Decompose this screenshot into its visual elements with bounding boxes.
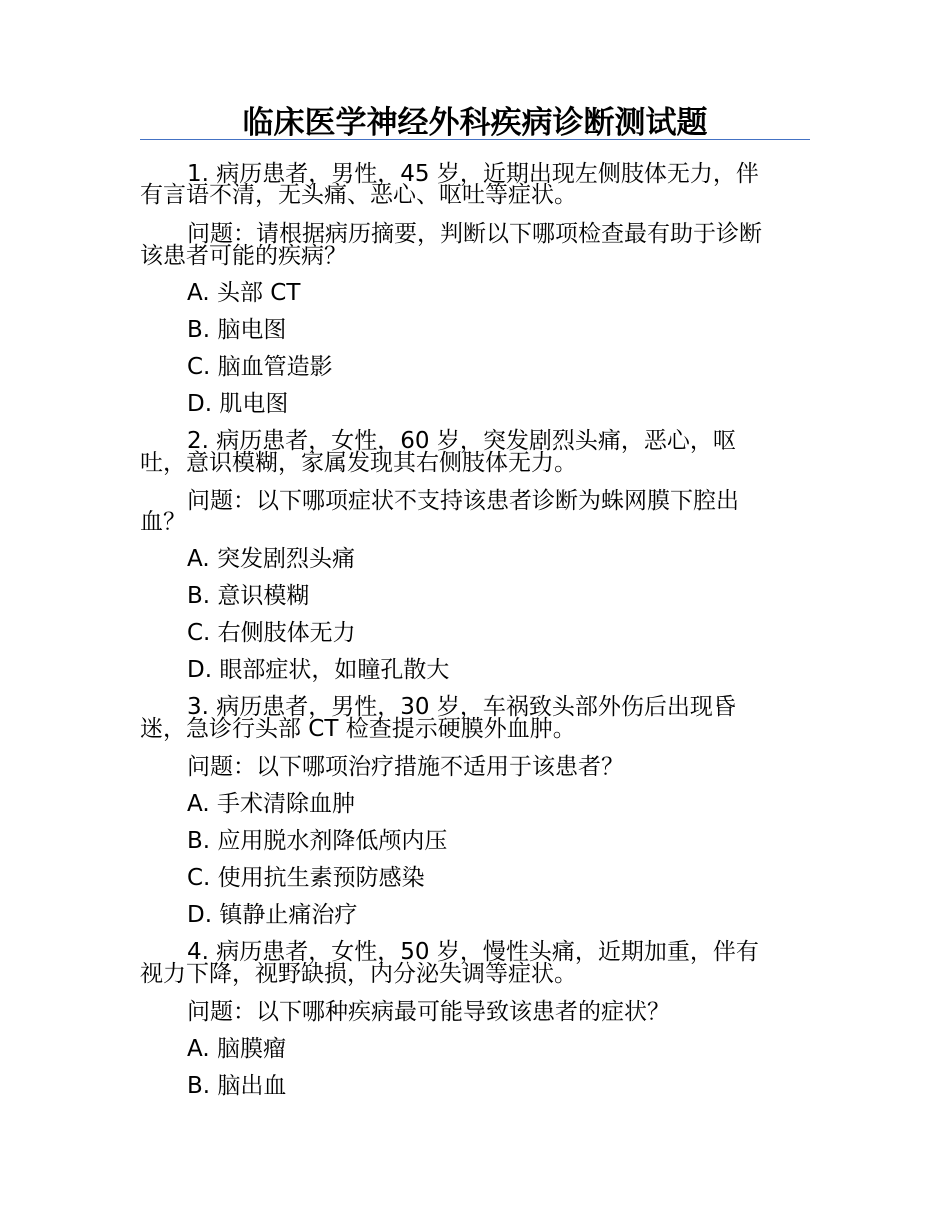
question-4-option-b: B. 脑出血: [187, 1073, 287, 1099]
question-3-prompt: 问题：以下哪项治疗措施不适用于该患者？: [187, 754, 624, 780]
question-2-option-a: A. 突发剧烈头痛: [187, 546, 355, 572]
question-2-stem-line-1: 2. 病历患者，女性，60 岁，突发剧烈头痛，恶心，呕: [187, 428, 736, 454]
question-1-stem-line-1: 1. 病历患者，男性，45 岁，近期出现左侧肢体无力，伴: [187, 161, 759, 187]
title-underline: [140, 139, 810, 140]
question-1-stem-line-2: 有言语不清，无头痛、恶心、呕吐等症状。: [140, 182, 577, 208]
question-1-prompt-line-1: 问题：请根据病历摘要，判断以下哪项检查最有助于诊断: [187, 221, 762, 247]
question-2-option-b: B. 意识模糊: [187, 583, 310, 609]
question-4-stem-line-1: 4. 病历患者，女性，50 岁，慢性头痛，近期加重，伴有: [187, 939, 759, 965]
question-3-stem-line-1: 3. 病历患者，男性，30 岁，车祸致头部外伤后出现昏: [187, 694, 736, 720]
question-4-prompt: 问题：以下哪种疾病最可能导致该患者的症状？: [187, 999, 670, 1025]
question-4-stem-line-2: 视力下降，视野缺损，内分泌失调等症状。: [140, 961, 577, 987]
question-2-prompt-line-2: 血？: [140, 509, 186, 535]
question-3-option-b: B. 应用脱水剂降低颅内压: [187, 828, 448, 854]
question-3-option-d: D. 镇静止痛治疗: [187, 902, 358, 928]
question-1-option-a: A. 头部 CT: [187, 280, 301, 306]
question-2-option-c: C. 右侧肢体无力: [187, 620, 356, 646]
question-1-prompt-line-2: 该患者可能的疾病？: [140, 243, 347, 269]
question-2-prompt-line-1: 问题：以下哪项症状不支持该患者诊断为蛛网膜下腔出: [187, 488, 739, 514]
document-title: 临床医学神经外科疾病诊断测试题: [242, 105, 708, 141]
question-2-option-d: D. 眼部症状，如瞳孔散大: [187, 657, 450, 683]
question-3-stem-line-2: 迷，急诊行头部 CT 检查提示硬膜外血肿。: [140, 716, 576, 742]
question-1-option-c: C. 脑血管造影: [187, 354, 333, 380]
question-1-option-b: B. 脑电图: [187, 317, 287, 343]
question-3-option-c: C. 使用抗生素预防感染: [187, 865, 425, 891]
question-1-option-d: D. 肌电图: [187, 391, 289, 417]
question-4-option-a: A. 脑膜瘤: [187, 1036, 286, 1062]
question-3-option-a: A. 手术清除血肿: [187, 791, 355, 817]
question-2-stem-line-2: 吐，意识模糊，家属发现其右侧肢体无力。: [140, 450, 577, 476]
